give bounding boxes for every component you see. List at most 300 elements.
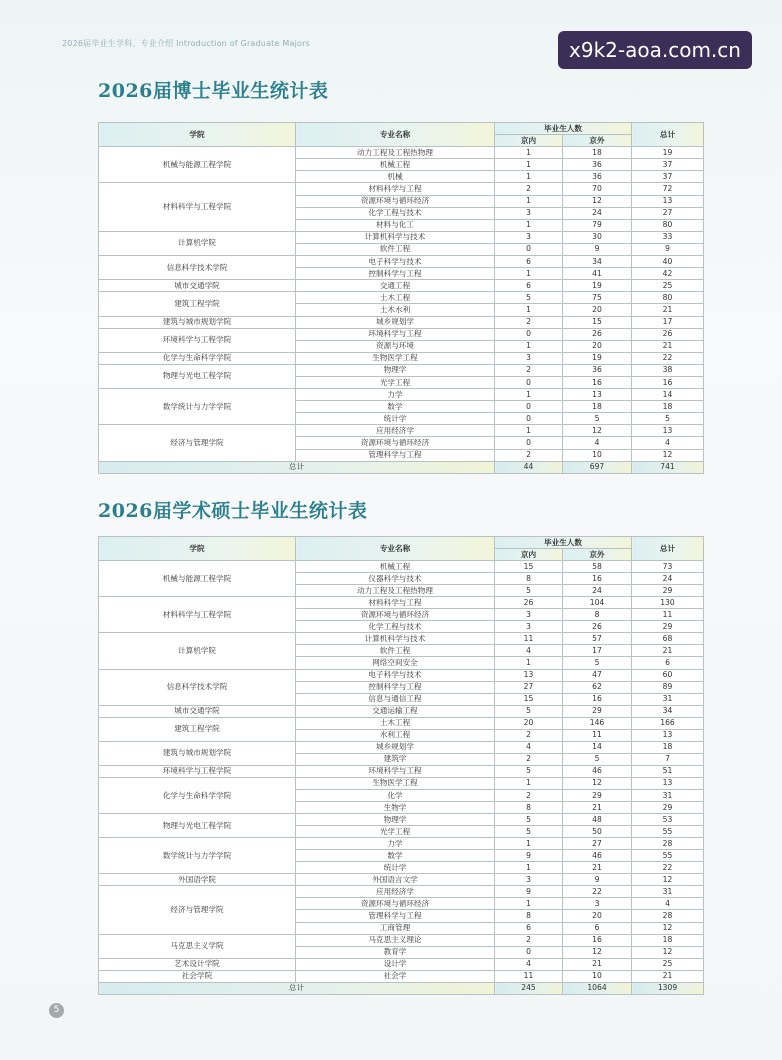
beijing-header: 京内 bbox=[495, 135, 563, 147]
beijing-cell: 2 bbox=[495, 934, 563, 946]
total-cell: 37 bbox=[632, 171, 704, 183]
outside-cell: 16 bbox=[563, 376, 632, 388]
total-cell: 80 bbox=[632, 219, 704, 231]
total-cell: 25 bbox=[632, 958, 704, 970]
total-cell: 9 bbox=[632, 243, 704, 255]
beijing-cell: 1 bbox=[495, 838, 563, 850]
total-cell: 4 bbox=[632, 898, 704, 910]
major-cell: 资源环境与循环经济 bbox=[296, 437, 495, 449]
outside-cell: 13 bbox=[563, 389, 632, 401]
total-cell: 17 bbox=[632, 316, 704, 328]
major-cell: 城乡规划学 bbox=[296, 741, 495, 753]
major-cell: 物理学 bbox=[296, 364, 495, 376]
outside-header: 京外 bbox=[563, 135, 632, 147]
beijing-cell: 1 bbox=[495, 219, 563, 231]
beijing-cell: 2 bbox=[495, 316, 563, 328]
college-cell: 材料科学与工程学院 bbox=[99, 597, 296, 633]
outside-cell: 21 bbox=[563, 862, 632, 874]
total-outside: 697 bbox=[563, 461, 632, 473]
total-cell: 89 bbox=[632, 681, 704, 693]
outside-cell: 19 bbox=[563, 280, 632, 292]
beijing-cell: 5 bbox=[495, 814, 563, 826]
outside-cell: 79 bbox=[563, 219, 632, 231]
total-cell: 73 bbox=[632, 561, 704, 573]
total-beijing: 44 bbox=[495, 461, 563, 473]
major-cell: 数学 bbox=[296, 850, 495, 862]
outside-cell: 50 bbox=[563, 826, 632, 838]
major-cell: 建筑学 bbox=[296, 753, 495, 765]
major-cell: 机械 bbox=[296, 171, 495, 183]
college-cell: 建筑与城市规划学院 bbox=[99, 316, 296, 328]
college-cell: 社会学院 bbox=[99, 970, 296, 982]
total-cell: 38 bbox=[632, 364, 704, 376]
outside-cell: 36 bbox=[563, 171, 632, 183]
total-cell: 12 bbox=[632, 946, 704, 958]
total-cell: 37 bbox=[632, 159, 704, 171]
outside-cell: 5 bbox=[563, 413, 632, 425]
masters-table-body bbox=[99, 561, 704, 983]
total-header: 总计 bbox=[632, 537, 704, 561]
beijing-cell: 1 bbox=[495, 195, 563, 207]
beijing-cell: 8 bbox=[495, 573, 563, 585]
major-cell: 材料科学与工程 bbox=[296, 183, 495, 195]
table-row bbox=[99, 183, 704, 195]
table-row bbox=[99, 316, 704, 328]
table-row bbox=[99, 561, 704, 573]
total-cell: 22 bbox=[632, 352, 704, 364]
major-cell: 力学 bbox=[296, 838, 495, 850]
beijing-cell: 4 bbox=[495, 645, 563, 657]
college-cell: 计算机学院 bbox=[99, 633, 296, 669]
outside-cell: 8 bbox=[563, 609, 632, 621]
outside-cell: 36 bbox=[563, 364, 632, 376]
beijing-cell: 1 bbox=[495, 268, 563, 280]
beijing-cell: 3 bbox=[495, 352, 563, 364]
total-cell: 80 bbox=[632, 292, 704, 304]
total-cell: 6 bbox=[632, 657, 704, 669]
major-cell: 工商管理 bbox=[296, 922, 495, 934]
college-cell: 建筑工程学院 bbox=[99, 717, 296, 741]
major-cell: 马克思主义理论 bbox=[296, 934, 495, 946]
major-cell: 机械工程 bbox=[296, 561, 495, 573]
major-cell: 软件工程 bbox=[296, 243, 495, 255]
table-row bbox=[99, 147, 704, 159]
total-cell: 68 bbox=[632, 633, 704, 645]
college-cell: 机械与能源工程学院 bbox=[99, 147, 296, 183]
total-sum: 741 bbox=[632, 461, 704, 473]
major-cell: 仪器科学与技术 bbox=[296, 573, 495, 585]
total-cell: 28 bbox=[632, 910, 704, 922]
table-row bbox=[99, 364, 704, 376]
college-cell: 数学统计与力学学院 bbox=[99, 389, 296, 425]
beijing-cell: 8 bbox=[495, 910, 563, 922]
total-label: 总计 bbox=[99, 461, 495, 473]
college-cell: 建筑与城市规划学院 bbox=[99, 741, 296, 765]
table-row bbox=[99, 886, 704, 898]
table-row bbox=[99, 425, 704, 437]
total-label: 总计 bbox=[99, 982, 495, 994]
beijing-cell: 2 bbox=[495, 364, 563, 376]
beijing-cell: 2 bbox=[495, 449, 563, 461]
major-cell: 资源环境与循环经济 bbox=[296, 195, 495, 207]
beijing-cell: 4 bbox=[495, 741, 563, 753]
outside-cell: 16 bbox=[563, 573, 632, 585]
beijing-cell: 8 bbox=[495, 802, 563, 814]
outside-cell: 70 bbox=[563, 183, 632, 195]
major-cell: 外国语言文学 bbox=[296, 874, 495, 886]
total-cell: 11 bbox=[632, 609, 704, 621]
major-cell: 控制科学与工程 bbox=[296, 268, 495, 280]
beijing-cell: 0 bbox=[495, 413, 563, 425]
outside-cell: 21 bbox=[563, 802, 632, 814]
beijing-cell: 13 bbox=[495, 669, 563, 681]
beijing-cell: 15 bbox=[495, 693, 563, 705]
major-cell: 数学 bbox=[296, 401, 495, 413]
beijing-cell: 2 bbox=[495, 729, 563, 741]
major-cell: 化学 bbox=[296, 789, 495, 801]
total-cell: 12 bbox=[632, 449, 704, 461]
table-row bbox=[99, 741, 704, 753]
college-cell: 化学与生命科学学院 bbox=[99, 352, 296, 364]
major-cell: 材料科学与工程 bbox=[296, 597, 495, 609]
outside-cell: 47 bbox=[563, 669, 632, 681]
beijing-cell: 0 bbox=[495, 437, 563, 449]
table-row bbox=[99, 705, 704, 717]
total-cell: 12 bbox=[632, 922, 704, 934]
college-header: 学院 bbox=[99, 537, 296, 561]
outside-cell: 5 bbox=[563, 753, 632, 765]
total-cell: 33 bbox=[632, 231, 704, 243]
beijing-cell: 0 bbox=[495, 946, 563, 958]
college-cell: 马克思主义学院 bbox=[99, 934, 296, 958]
total-header: 总计 bbox=[632, 123, 704, 147]
total-beijing: 245 bbox=[495, 982, 563, 994]
table-row bbox=[99, 352, 704, 364]
total-cell: 21 bbox=[632, 970, 704, 982]
major-cell: 应用经济学 bbox=[296, 425, 495, 437]
outside-cell: 26 bbox=[563, 328, 632, 340]
beijing-cell: 2 bbox=[495, 183, 563, 195]
outside-cell: 12 bbox=[563, 195, 632, 207]
beijing-cell: 15 bbox=[495, 561, 563, 573]
total-cell: 53 bbox=[632, 814, 704, 826]
outside-cell: 41 bbox=[563, 268, 632, 280]
total-cell: 31 bbox=[632, 789, 704, 801]
outside-cell: 24 bbox=[563, 207, 632, 219]
outside-cell: 17 bbox=[563, 645, 632, 657]
major-header: 专业名称 bbox=[296, 123, 495, 147]
college-cell: 艺术设计学院 bbox=[99, 958, 296, 970]
total-cell: 21 bbox=[632, 645, 704, 657]
masters-table-title: 2026届学术硕士毕业生统计表 bbox=[98, 500, 368, 522]
college-cell: 经济与管理学院 bbox=[99, 425, 296, 461]
major-cell: 动力工程及工程热物理 bbox=[296, 147, 495, 159]
major-cell: 物理学 bbox=[296, 814, 495, 826]
beijing-cell: 0 bbox=[495, 328, 563, 340]
outside-cell: 16 bbox=[563, 693, 632, 705]
major-cell: 城乡规划学 bbox=[296, 316, 495, 328]
total-cell: 31 bbox=[632, 693, 704, 705]
outside-cell: 20 bbox=[563, 340, 632, 352]
table-row bbox=[99, 280, 704, 292]
major-cell: 生物学 bbox=[296, 802, 495, 814]
total-cell: 13 bbox=[632, 729, 704, 741]
outside-cell: 34 bbox=[563, 256, 632, 268]
outside-cell: 22 bbox=[563, 886, 632, 898]
college-header: 学院 bbox=[99, 123, 296, 147]
major-cell: 教育学 bbox=[296, 946, 495, 958]
major-cell: 材料与化工 bbox=[296, 219, 495, 231]
table-row bbox=[99, 970, 704, 982]
beijing-cell: 3 bbox=[495, 621, 563, 633]
beijing-cell: 6 bbox=[495, 256, 563, 268]
beijing-header: 京内 bbox=[495, 549, 563, 561]
table-row bbox=[99, 958, 704, 970]
outside-cell: 48 bbox=[563, 814, 632, 826]
total-cell: 27 bbox=[632, 207, 704, 219]
college-cell: 外国语学院 bbox=[99, 874, 296, 886]
table-row bbox=[99, 292, 704, 304]
major-cell: 网络空间安全 bbox=[296, 657, 495, 669]
outside-cell: 27 bbox=[563, 838, 632, 850]
total-cell: 5 bbox=[632, 413, 704, 425]
beijing-cell: 1 bbox=[495, 777, 563, 789]
total-cell: 55 bbox=[632, 850, 704, 862]
beijing-cell: 11 bbox=[495, 633, 563, 645]
beijing-cell: 6 bbox=[495, 280, 563, 292]
outside-cell: 26 bbox=[563, 621, 632, 633]
beijing-cell: 2 bbox=[495, 753, 563, 765]
college-cell: 环境科学与工程学院 bbox=[99, 328, 296, 352]
major-cell: 计算机科学与技术 bbox=[296, 633, 495, 645]
beijing-cell: 1 bbox=[495, 657, 563, 669]
total-cell: 29 bbox=[632, 585, 704, 597]
total-cell: 29 bbox=[632, 621, 704, 633]
beijing-cell: 0 bbox=[495, 401, 563, 413]
watermark: x9k2-aoa.com.cn bbox=[558, 31, 752, 69]
beijing-cell: 1 bbox=[495, 304, 563, 316]
total-cell: 166 bbox=[632, 717, 704, 729]
beijing-cell: 26 bbox=[495, 597, 563, 609]
total-cell: 13 bbox=[632, 195, 704, 207]
major-cell: 交通运输工程 bbox=[296, 705, 495, 717]
major-cell: 统计学 bbox=[296, 413, 495, 425]
beijing-cell: 3 bbox=[495, 231, 563, 243]
table-row bbox=[99, 838, 704, 850]
page-header: 2026届毕业生学科、专业介绍 Introduction of Graduate Majors bbox=[62, 39, 310, 48]
outside-cell: 5 bbox=[563, 657, 632, 669]
table-row bbox=[99, 669, 704, 681]
major-cell: 土木水利 bbox=[296, 304, 495, 316]
total-cell: 16 bbox=[632, 376, 704, 388]
beijing-cell: 5 bbox=[495, 705, 563, 717]
doctoral-table-title: 2026届博士毕业生统计表 bbox=[98, 80, 329, 102]
beijing-cell: 5 bbox=[495, 585, 563, 597]
outside-cell: 29 bbox=[563, 705, 632, 717]
outside-cell: 18 bbox=[563, 147, 632, 159]
outside-cell: 10 bbox=[563, 449, 632, 461]
total-cell: 31 bbox=[632, 886, 704, 898]
college-cell: 信息科学技术学院 bbox=[99, 256, 296, 280]
total-cell: 18 bbox=[632, 741, 704, 753]
outside-cell: 57 bbox=[563, 633, 632, 645]
major-cell: 计算机科学与技术 bbox=[296, 231, 495, 243]
outside-cell: 20 bbox=[563, 910, 632, 922]
total-cell: 21 bbox=[632, 304, 704, 316]
major-cell: 软件工程 bbox=[296, 645, 495, 657]
total-cell: 14 bbox=[632, 389, 704, 401]
table-row bbox=[99, 874, 704, 886]
total-sum: 1309 bbox=[632, 982, 704, 994]
total-cell: 21 bbox=[632, 340, 704, 352]
total-cell: 34 bbox=[632, 705, 704, 717]
doctoral-table bbox=[98, 122, 704, 474]
beijing-cell: 1 bbox=[495, 340, 563, 352]
outside-cell: 30 bbox=[563, 231, 632, 243]
major-cell: 生物医学工程 bbox=[296, 777, 495, 789]
outside-cell: 36 bbox=[563, 159, 632, 171]
total-cell: 42 bbox=[632, 268, 704, 280]
total-cell: 19 bbox=[632, 147, 704, 159]
major-cell: 资源环境与循环经济 bbox=[296, 898, 495, 910]
outside-cell: 3 bbox=[563, 898, 632, 910]
college-cell: 经济与管理学院 bbox=[99, 886, 296, 934]
table-row bbox=[99, 814, 704, 826]
major-cell: 设计学 bbox=[296, 958, 495, 970]
outside-cell: 10 bbox=[563, 970, 632, 982]
outside-cell: 12 bbox=[563, 946, 632, 958]
beijing-cell: 5 bbox=[495, 826, 563, 838]
college-cell: 机械与能源工程学院 bbox=[99, 561, 296, 597]
beijing-cell: 4 bbox=[495, 958, 563, 970]
doctoral-total-row bbox=[99, 461, 704, 473]
college-cell: 材料科学与工程学院 bbox=[99, 183, 296, 231]
total-cell: 22 bbox=[632, 862, 704, 874]
page-number: 5 bbox=[49, 1003, 64, 1018]
major-cell: 光学工程 bbox=[296, 826, 495, 838]
total-cell: 28 bbox=[632, 838, 704, 850]
table-row bbox=[99, 934, 704, 946]
total-cell: 24 bbox=[632, 573, 704, 585]
total-cell: 25 bbox=[632, 280, 704, 292]
total-cell: 4 bbox=[632, 437, 704, 449]
total-cell: 13 bbox=[632, 425, 704, 437]
major-cell: 化学工程与技术 bbox=[296, 621, 495, 633]
graduates-header: 毕业生人数 bbox=[495, 537, 632, 549]
beijing-cell: 27 bbox=[495, 681, 563, 693]
major-cell: 管理科学与工程 bbox=[296, 449, 495, 461]
beijing-cell: 5 bbox=[495, 765, 563, 777]
total-cell: 7 bbox=[632, 753, 704, 765]
beijing-cell: 9 bbox=[495, 850, 563, 862]
outside-cell: 20 bbox=[563, 304, 632, 316]
total-cell: 60 bbox=[632, 669, 704, 681]
major-cell: 力学 bbox=[296, 389, 495, 401]
outside-cell: 12 bbox=[563, 425, 632, 437]
beijing-cell: 2 bbox=[495, 789, 563, 801]
major-cell: 电子科学与技术 bbox=[296, 256, 495, 268]
beijing-cell: 1 bbox=[495, 425, 563, 437]
major-cell: 土木工程 bbox=[296, 717, 495, 729]
major-cell: 化学工程与技术 bbox=[296, 207, 495, 219]
outside-cell: 12 bbox=[563, 777, 632, 789]
table-row bbox=[99, 328, 704, 340]
table-row bbox=[99, 231, 704, 243]
college-cell: 数学统计与力学学院 bbox=[99, 838, 296, 874]
outside-cell: 4 bbox=[563, 437, 632, 449]
total-cell: 29 bbox=[632, 802, 704, 814]
outside-cell: 46 bbox=[563, 765, 632, 777]
major-cell: 光学工程 bbox=[296, 376, 495, 388]
outside-cell: 46 bbox=[563, 850, 632, 862]
major-cell: 资源与环境 bbox=[296, 340, 495, 352]
major-cell: 环境科学与工程 bbox=[296, 765, 495, 777]
major-cell: 机械工程 bbox=[296, 159, 495, 171]
table-row bbox=[99, 256, 704, 268]
outside-header: 京外 bbox=[563, 549, 632, 561]
table-row bbox=[99, 389, 704, 401]
total-cell: 72 bbox=[632, 183, 704, 195]
major-cell: 土木工程 bbox=[296, 292, 495, 304]
major-cell: 管理科学与工程 bbox=[296, 910, 495, 922]
beijing-cell: 11 bbox=[495, 970, 563, 982]
outside-cell: 29 bbox=[563, 789, 632, 801]
major-cell: 水利工程 bbox=[296, 729, 495, 741]
beijing-cell: 3 bbox=[495, 207, 563, 219]
beijing-cell: 9 bbox=[495, 886, 563, 898]
beijing-cell: 1 bbox=[495, 171, 563, 183]
beijing-cell: 0 bbox=[495, 376, 563, 388]
major-header: 专业名称 bbox=[296, 537, 495, 561]
beijing-cell: 3 bbox=[495, 609, 563, 621]
college-cell: 物理与光电工程学院 bbox=[99, 814, 296, 838]
masters-total-row bbox=[99, 982, 704, 994]
major-cell: 动力工程及工程热物理 bbox=[296, 585, 495, 597]
table-row bbox=[99, 597, 704, 609]
outside-cell: 24 bbox=[563, 585, 632, 597]
major-cell: 信息与通信工程 bbox=[296, 693, 495, 705]
outside-cell: 11 bbox=[563, 729, 632, 741]
outside-cell: 9 bbox=[563, 874, 632, 886]
total-cell: 130 bbox=[632, 597, 704, 609]
beijing-cell: 1 bbox=[495, 147, 563, 159]
major-cell: 控制科学与工程 bbox=[296, 681, 495, 693]
outside-cell: 16 bbox=[563, 934, 632, 946]
outside-cell: 18 bbox=[563, 401, 632, 413]
college-cell: 信息科学技术学院 bbox=[99, 669, 296, 705]
outside-cell: 58 bbox=[563, 561, 632, 573]
major-cell: 交通工程 bbox=[296, 280, 495, 292]
beijing-cell: 0 bbox=[495, 243, 563, 255]
outside-cell: 62 bbox=[563, 681, 632, 693]
total-cell: 51 bbox=[632, 765, 704, 777]
total-outside: 1064 bbox=[563, 982, 632, 994]
college-cell: 环境科学与工程学院 bbox=[99, 765, 296, 777]
college-cell: 城市交通学院 bbox=[99, 705, 296, 717]
total-cell: 40 bbox=[632, 256, 704, 268]
beijing-cell: 6 bbox=[495, 922, 563, 934]
total-cell: 13 bbox=[632, 777, 704, 789]
beijing-cell: 5 bbox=[495, 292, 563, 304]
outside-cell: 104 bbox=[563, 597, 632, 609]
beijing-cell: 20 bbox=[495, 717, 563, 729]
table-row bbox=[99, 765, 704, 777]
college-cell: 计算机学院 bbox=[99, 231, 296, 255]
major-cell: 应用经济学 bbox=[296, 886, 495, 898]
outside-cell: 21 bbox=[563, 958, 632, 970]
college-cell: 化学与生命科学学院 bbox=[99, 777, 296, 813]
major-cell: 环境科学与工程 bbox=[296, 328, 495, 340]
